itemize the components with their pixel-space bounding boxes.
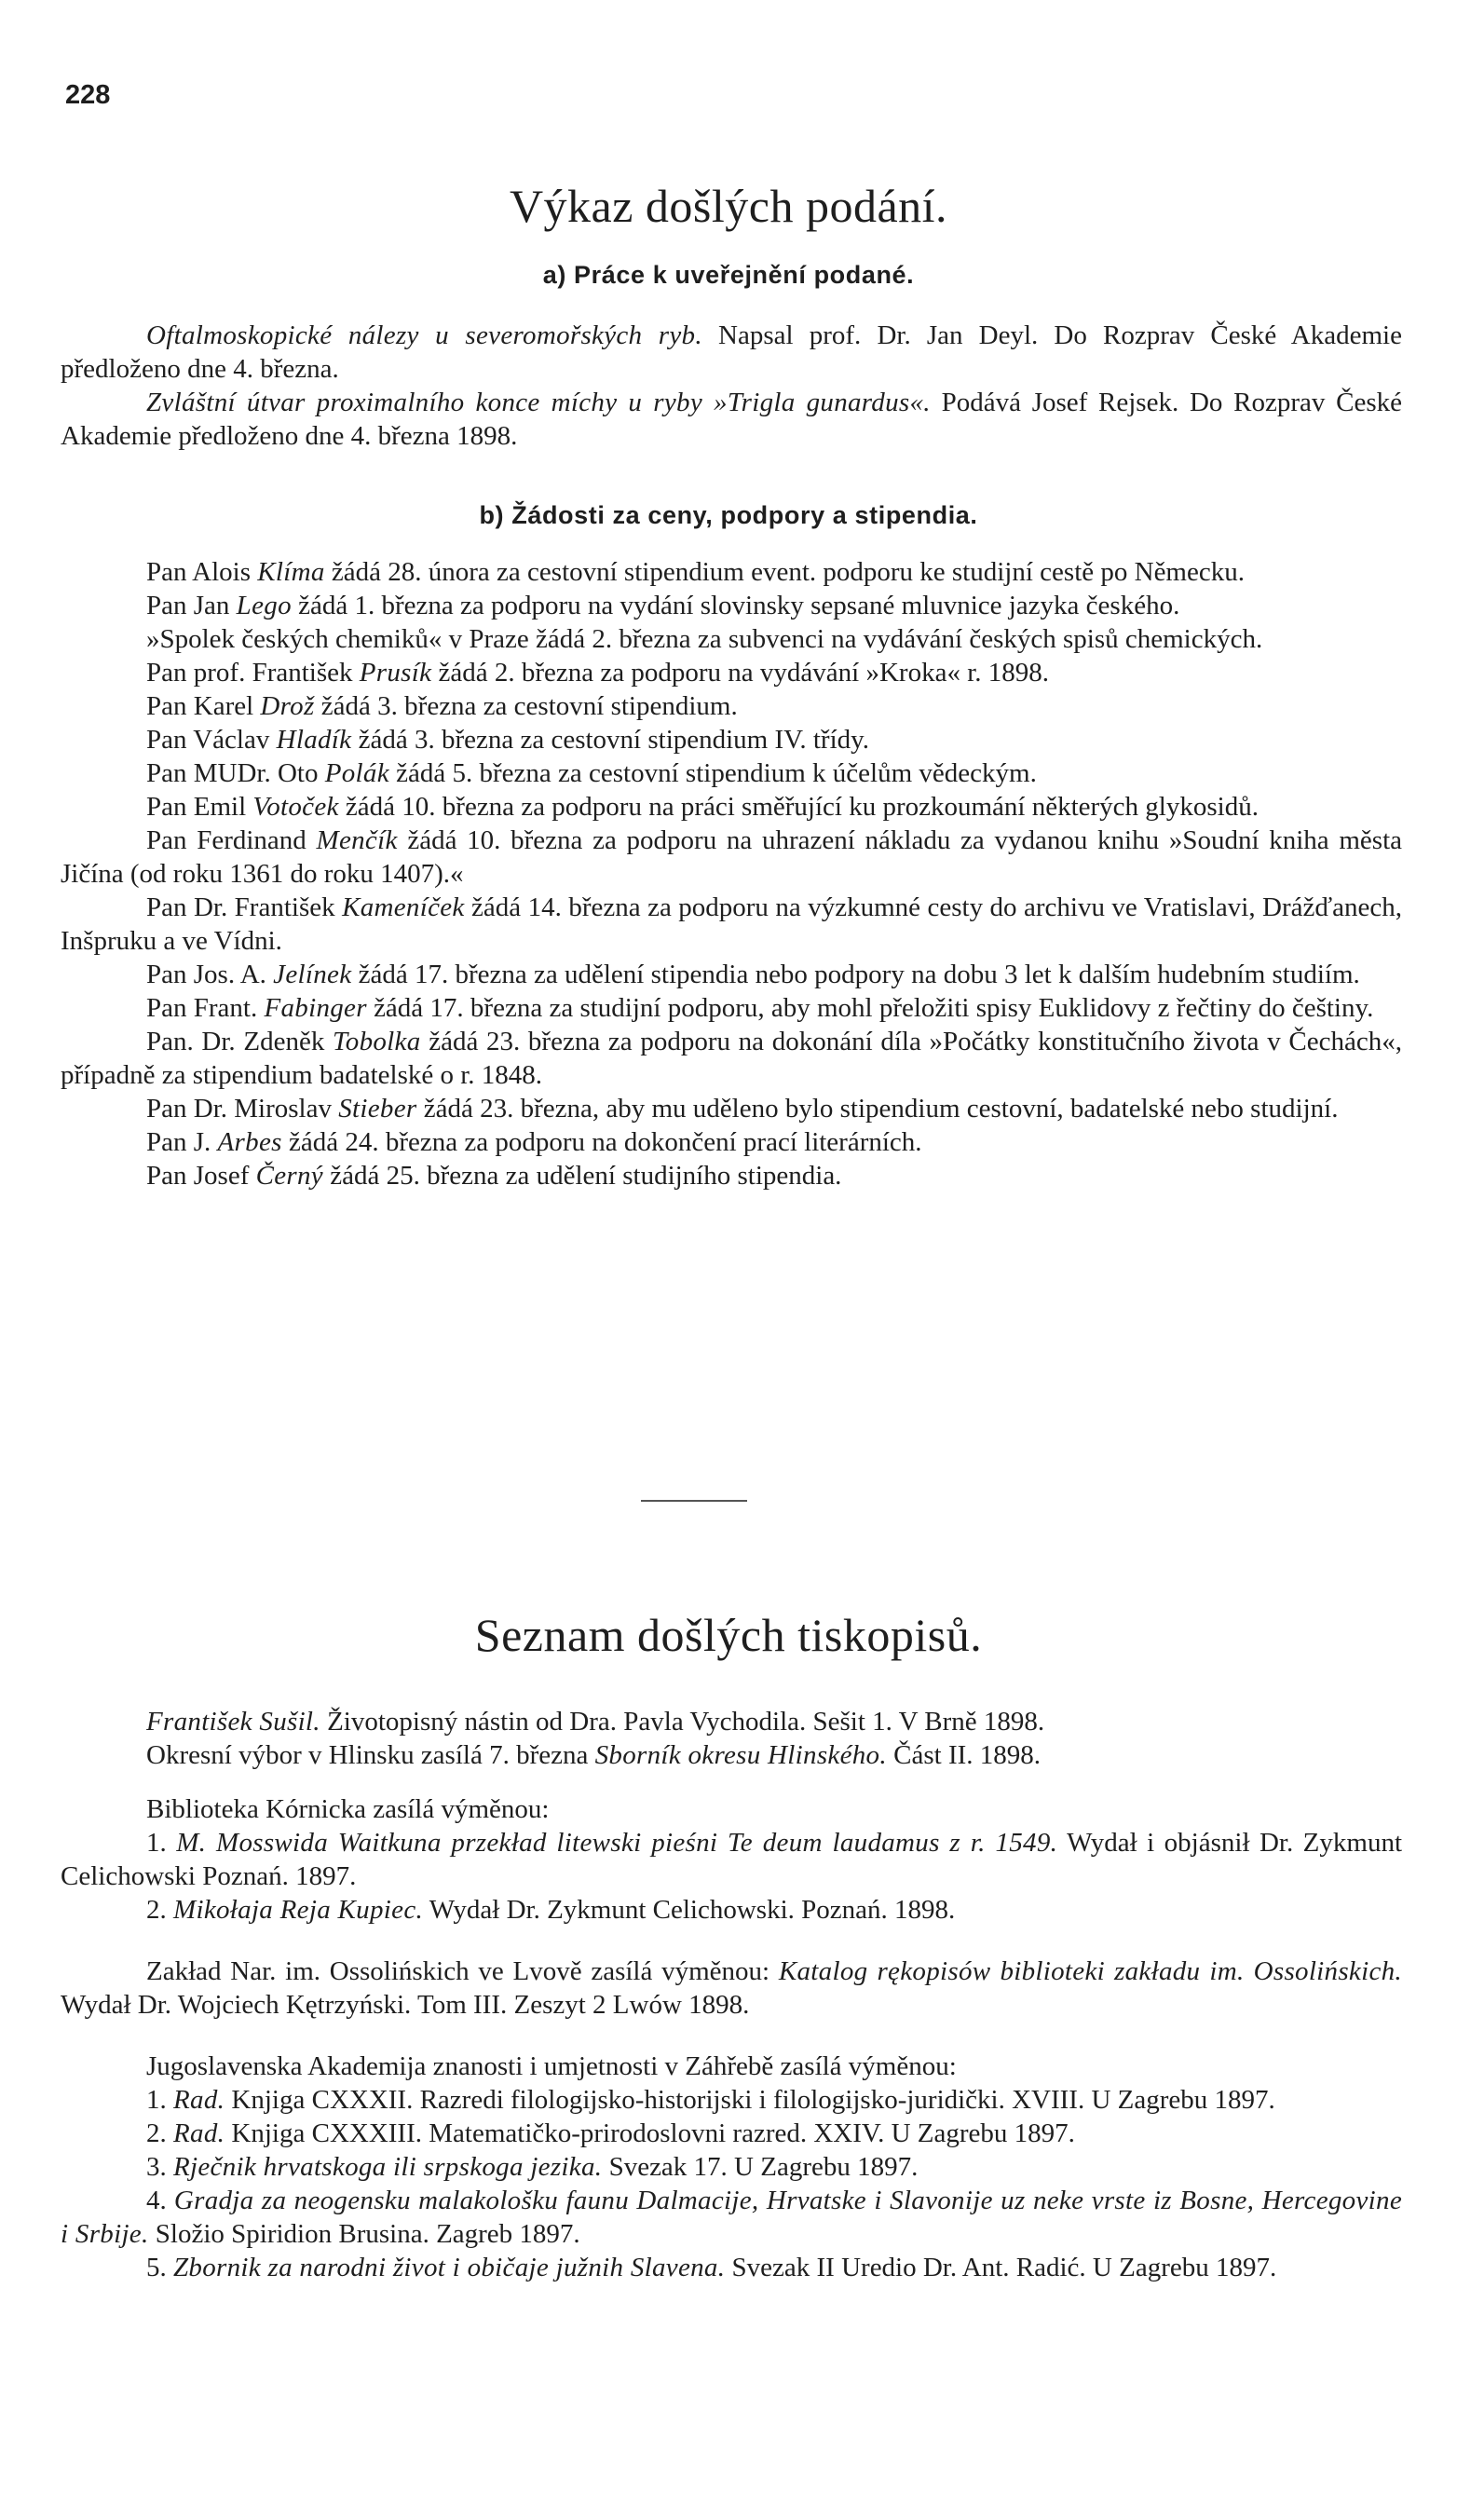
request-entry <box>61 656 1402 689</box>
applicant-name: Hladík <box>276 725 352 755</box>
applicant-name: Černý <box>255 1161 323 1191</box>
print-text: Zakład Nar. im. Ossolińskich ve Lvově zasílá výměnou: <box>146 1956 779 1986</box>
print-text: Knjiga CXXXII. Razredi filologijsko-historijski i filologijsko-juridički. XVIII. U Zagrebu 1897. <box>225 2085 1275 2115</box>
print-entry <box>61 2050 1402 2083</box>
request-text: žádá 3. března za cestovní stipendium. <box>314 691 738 721</box>
request-text: žádá 14. března za podporu na výzkumné cesty do archivu ve Vratislavi, Drážďanech, Inšpruku a ve Vídni. <box>61 892 1402 956</box>
print-title: Rad. <box>173 2085 225 2115</box>
request-entry <box>61 891 1402 958</box>
request-text: Pan Dr. František <box>146 892 343 922</box>
request-text: žádá 28. února za cestovní stipendium event. podporu ke studijní cestě po Německu. <box>324 557 1245 587</box>
section-title-received-prints: Seznam došlých tiskopisů. <box>474 1609 983 1661</box>
applicant-name: Drož <box>260 691 315 721</box>
requests-list <box>61 555 1402 1192</box>
print-entry <box>61 2117 1402 2150</box>
applicant-name: Stieber <box>338 1094 417 1124</box>
request-text: žádá 24. března za podporu na dokončení prací literárních. <box>281 1127 922 1157</box>
request-text: žádá 1. března za podporu na vydání slovinsky sepsané mluvnice jazyka českého. <box>291 591 1180 620</box>
request-entry <box>61 689 1402 723</box>
applicant-name: Prusík <box>359 658 432 688</box>
print-text: Okresní výbor v Hlinsku zasílá 7. března <box>146 1740 595 1770</box>
print-text: Biblioteka Kórnicka zasílá výměnou: <box>146 1794 550 1824</box>
print-text: Životopisný nástin od Dra. Pavla Vychodila. Sešit 1. V Brně 1898. <box>320 1707 1045 1737</box>
print-text: 1. <box>146 1828 177 1858</box>
print-entry <box>61 2150 1402 2184</box>
applicant-name: Lego <box>236 591 292 620</box>
work-entry <box>61 319 1402 386</box>
request-text: Pan Ferdinand <box>146 825 317 855</box>
print-entry <box>61 2184 1402 2251</box>
request-text: Pan prof. František <box>146 658 360 688</box>
request-text: Pan Karel <box>146 691 261 721</box>
request-text: Pan Alois <box>146 557 258 587</box>
request-entry <box>61 756 1402 790</box>
applicant-name: Kameníček <box>342 892 465 922</box>
applicant-name: Arbes <box>217 1127 282 1157</box>
print-title: Rječnik hrvatskoga ili srpskoga jezika. <box>173 2152 603 2182</box>
request-text: Pan Frant. <box>146 993 265 1023</box>
request-text: žádá 23. března za podporu na dokonání díla »Počátky konstitučního života v Čechách«, případně za stipendium badatelské o r. 1848. <box>61 1027 1402 1090</box>
print-entry <box>61 1738 1402 1772</box>
request-entry <box>61 723 1402 756</box>
print-text: Část II. 1898. <box>886 1740 1042 1770</box>
request-entry <box>61 1092 1402 1125</box>
work-details: Podává Josef Rejsek. Do Rozprav České Akademie předloženo dne 4. března 1898. <box>61 388 1402 451</box>
print-text: Wydał i objásnił Dr. Zykmunt Celichowski Poznań. 1897. <box>61 1828 1403 1891</box>
request-text: žádá 25. března za udělení studijního stipendia. <box>322 1161 842 1191</box>
print-text: Wydał Dr. Zykmunt Celichowski. Poznań. 1898. <box>423 1895 956 1925</box>
print-entry <box>61 1705 1402 1738</box>
print-title: Rad. <box>173 2118 225 2148</box>
request-text: Pan Dr. Miroslav <box>146 1094 339 1124</box>
work-details: Napsal prof. Dr. Jan Deyl. Do Rozprav České Akademie předloženo dne 4. března. <box>61 320 1402 384</box>
request-text: Pan J. <box>146 1127 218 1157</box>
request-text: Pan Václav <box>146 725 277 755</box>
print-text: Knjiga CXXXIII. Matematičko-prirodoslovni razred. XXIV. U Zagrebu 1897. <box>225 2118 1075 2148</box>
print-title: Sborník okresu Hlinského. <box>594 1740 887 1770</box>
print-entry <box>61 1792 1402 1826</box>
request-text: žádá 17. března za udělení stipendia nebo podpory na dobu 3 let k dalším hudebním studiím. <box>351 960 1360 989</box>
applicant-name: Menčík <box>316 825 398 855</box>
prints-list <box>61 1705 1402 2284</box>
print-title: Gradja za neogensku malakološku faunu Dalmacije, Hrvatske i Slavonije uz neke vrste iz Bosne, Hercegovine i Srbije. <box>61 2186 1402 2249</box>
request-entry <box>61 1159 1402 1192</box>
print-entry <box>61 1893 1402 1927</box>
request-text: Pan MUDr. Oto <box>146 758 325 788</box>
applicant-name: Klíma <box>257 557 325 587</box>
print-entry <box>61 1826 1402 1893</box>
print-text: Jugoslavenska Akademija znanosti i umjetnosti v Záhřebě zasílá výměnou: <box>146 2051 957 2081</box>
request-text: Pan Jan <box>146 591 237 620</box>
request-entry <box>61 824 1402 891</box>
request-text: žádá 10. března za podporu na uhrazení nákladu za vydanou knihu »Soudní kniha města Jičína (od roku 1361 do roku 1407).« <box>61 825 1402 889</box>
request-entry <box>61 1025 1402 1092</box>
request-text: žádá 3. března za cestovní stipendium IV. třídy. <box>351 725 869 755</box>
print-text: 3. <box>146 2152 173 2182</box>
page-number: 228 <box>65 80 111 110</box>
print-title: František Sušil. <box>146 1707 320 1737</box>
work-title: Zvláštní útvar proximalního konce míchy u ryby »Trigla gunardus«. <box>146 388 931 417</box>
work-title: Oftalmoskopické nálezy u severomořských ryb. <box>146 320 702 350</box>
applicant-name: Polák <box>324 758 389 788</box>
request-entry <box>61 790 1402 824</box>
request-text: žádá 2. března za podporu na vydávání »Kroka« r. 1898. <box>431 658 1050 688</box>
applicant-name: Fabinger <box>264 993 367 1023</box>
print-text: Wydał Dr. Wojciech Kętrzyński. Tom III. Zeszyt 2 Lwów 1898. <box>61 1990 750 2020</box>
section-divider <box>641 1500 747 1502</box>
request-entry <box>61 622 1402 656</box>
print-text: 4. <box>146 2186 174 2215</box>
works-list <box>61 319 1402 453</box>
request-text: žádá 17. března za studijní podporu, aby mohl přeložiti spisy Euklidovy z řečtiny do češtiny. <box>366 993 1374 1023</box>
request-text: Pan. Dr. Zdeněk <box>146 1027 334 1056</box>
print-title: M. Mosswida Waitkuna przekład litewski pieśni Te deum laudamus z r. 1549. <box>176 1828 1058 1858</box>
subsection-heading-works: a) Práce k uveřejnění podané. <box>542 261 915 289</box>
request-text: Pan Jos. A. <box>146 960 274 989</box>
request-entry <box>61 1125 1402 1159</box>
print-title: Mikołaja Reja Kupiec. <box>173 1895 424 1925</box>
print-text: Svezak 17. U Zagrebu 1897. <box>602 2152 919 2182</box>
print-title: Zbornik za narodni život i običaje južnih Slavena. <box>173 2253 726 2282</box>
work-entry <box>61 386 1402 453</box>
applicant-name: Votoček <box>252 792 339 822</box>
request-entry <box>61 555 1402 589</box>
print-entry <box>61 1955 1402 2022</box>
print-entry <box>61 2251 1402 2284</box>
print-entry <box>61 2083 1402 2117</box>
print-text: 5. <box>146 2253 173 2282</box>
applicant-name: Jelínek <box>273 960 352 989</box>
request-text: Pan Josef <box>146 1161 256 1191</box>
print-text: 2. <box>146 1895 173 1925</box>
print-text: Složio Spiridion Brusina. Zagreb 1897. <box>148 2219 580 2249</box>
print-title: Katalog rękopisów biblioteki zakładu im. Ossolińskich. <box>778 1956 1402 1986</box>
request-text: »Spolek českých chemiků« v Praze žádá 2. března za subvenci na vydávání českých spisů chemických. <box>146 624 1263 654</box>
request-entry <box>61 991 1402 1025</box>
request-text: žádá 10. března za podporu na práci směřující ku prozkoumání některých glykosidů. <box>338 792 1259 822</box>
request-text: žádá 23. března, aby mu uděleno bylo stipendium cestovní, badatelské nebo studijní. <box>416 1094 1339 1124</box>
request-entry <box>61 958 1402 991</box>
request-entry <box>61 589 1402 622</box>
request-text: žádá 5. března za cestovní stipendium k účelům vědeckým. <box>388 758 1037 788</box>
applicant-name: Tobolka <box>333 1027 421 1056</box>
print-text: 2. <box>146 2118 173 2148</box>
request-text: Pan Emil <box>146 792 253 822</box>
subsection-heading-requests: b) Žádosti za ceny, podpory a stipendia. <box>479 501 978 529</box>
print-text: Svezak II Uredio Dr. Ant. Radić. U Zagrebu 1897. <box>725 2253 1277 2282</box>
section-title-received-submissions: Výkaz došlých podání. <box>509 180 948 232</box>
print-text: 1. <box>146 2085 173 2115</box>
